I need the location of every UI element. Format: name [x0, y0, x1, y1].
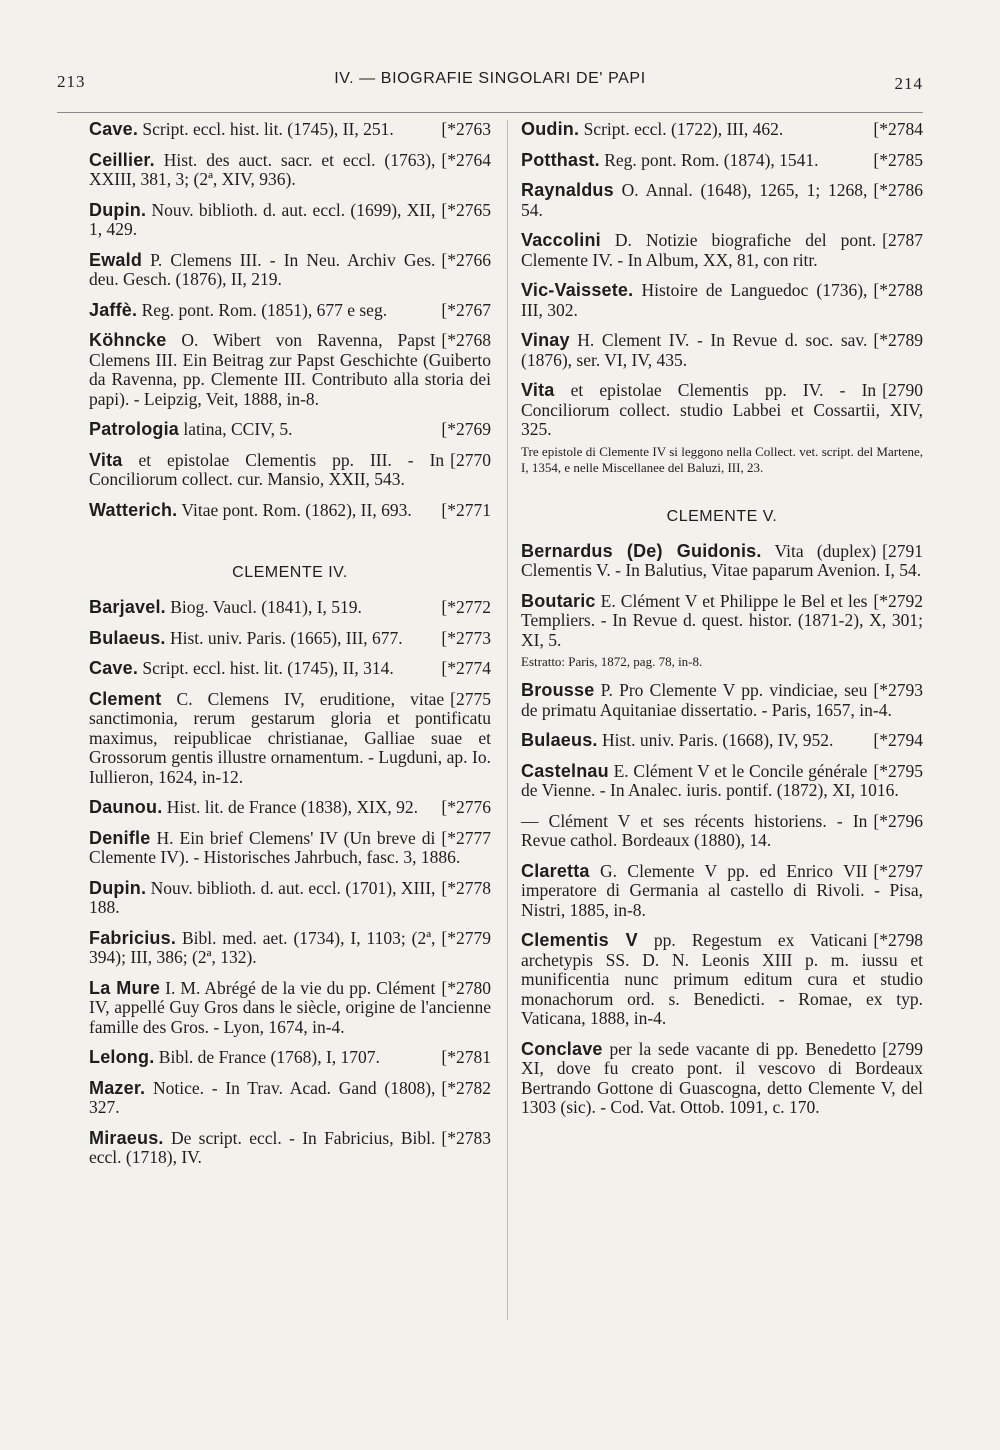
bibliography-entry — [89, 659, 491, 679]
entry-author: Dupin. — [89, 199, 147, 220]
entry-author: Conclave — [521, 1038, 603, 1059]
bibliography-entry — [89, 690, 491, 788]
entry-number: [*2774 — [441, 658, 491, 678]
entry-citation: Script. eccl. (1722), III, 462. — [579, 119, 784, 139]
entry-number: [*2764 — [441, 149, 491, 170]
entry-citation: Hist. lit. de France (1838), XIX, 92. — [162, 797, 419, 817]
bibliography-entry — [521, 931, 923, 1029]
entry-number: [*2765 — [441, 199, 491, 220]
entry-number: [*2768 — [441, 330, 491, 350]
bibliography-entry — [521, 592, 923, 671]
entry-author: Patrologia — [89, 419, 180, 439]
entry-author: Bulaeus. — [521, 730, 598, 750]
entry-author: Miraeus. — [89, 1127, 164, 1148]
entry-number: [*2780 — [441, 977, 491, 998]
entry-citation: E. Clément V et le Concile générale de Vienne. - In Analec. iuris. pontif. (1872), XI, 1016. — [521, 760, 899, 800]
entry-citation: Vita (duplex) Clementis V. - In Balutius, Vitae paparum Avenion. I, 54. — [521, 540, 922, 580]
bibliography-entry — [521, 1040, 923, 1118]
entry-author: Mazer. — [89, 1077, 146, 1098]
entry-citation: et epistolae Clementis pp. IV. - In Conciliorum collect. studio Labbei et Cossartii, XIV, 325. — [521, 380, 923, 439]
left-column — [89, 120, 491, 1179]
bibliography-entry — [89, 929, 491, 968]
entry-citation: latina, CCIV, 5. — [179, 419, 293, 439]
entry-author: Vic-Vaissete. — [521, 280, 634, 300]
right-column — [521, 120, 923, 1129]
entry-author: Ceillier. — [89, 149, 155, 170]
bibliography-entry — [89, 420, 491, 440]
entry-number: [*2798 — [873, 930, 923, 950]
entry-number: [*2767 — [441, 299, 491, 320]
entry-author: Raynaldus — [521, 180, 614, 200]
entry-number: [*2783 — [441, 1127, 491, 1148]
entry-number: [*2772 — [441, 597, 491, 617]
entry-citation: Nouv. biblioth. d. aut. eccl. (1701), XIII, 188. — [89, 877, 436, 917]
bibliography-entry — [89, 829, 491, 868]
entry-citation: per la sede vacante di pp. Benedetto XI, dove fu creato pont. il vescovo di Bordeaux Bertrando Gottone di Guascogna, detto Clemente V, del 1303 (sic). - Cod. Vat. Ottob. 1091, c. 170. — [521, 1038, 923, 1117]
entry-citation: Reg. pont. Rom. (1851), 677 e seg. — [137, 299, 388, 320]
entry-number: [*2776 — [441, 797, 491, 817]
section-title-clemente-v: CLEMENTE V. — [666, 507, 778, 525]
bibliography-entry — [89, 301, 491, 321]
bibliography-entry — [89, 251, 491, 290]
entry-number: [*2781 — [441, 1047, 491, 1067]
entry-list — [89, 598, 491, 1168]
entry-citation: P. Pro Clemente V pp. vindiciae, seu de primatu Aquitaniae dissertatio. - Paris, 1657, in-4. — [521, 680, 892, 720]
bibliography-entry — [89, 1079, 491, 1118]
bibliography-entry — [89, 979, 491, 1038]
page-number-right: 214 — [894, 74, 923, 93]
entry-number: [*2786 — [873, 180, 923, 200]
entry-author: Dupin. — [89, 877, 147, 898]
entry-citation: O. Wibert von Ravenna, Papst Clemens III. Ein Beitrag zur Papst Geschichte (Guiberto da Ravenna, pp. Clemente III. Contributo alla storia dei papi). - Leipzig, Veit, 1888, in-8. — [89, 330, 491, 409]
entry-citation: Histoire de Languedoc (1736), III, 302. — [521, 280, 868, 320]
bibliography-entry — [89, 598, 491, 618]
entry-author: Vita — [89, 449, 123, 470]
entry-number: [*2782 — [441, 1077, 491, 1098]
bibliography-entry — [521, 231, 923, 270]
entry-number: [2770 — [450, 449, 491, 470]
entry-number: [*2789 — [873, 330, 923, 350]
entry-citation: Hist. univ. Paris. (1665), III, 677. — [165, 627, 403, 648]
entry-citation: E. Clément V et Philippe le Bel et les Templiers. - In Revue d. quest. histor. (1871-2), X, 301; XI, 5. — [521, 590, 923, 650]
entry-author: Watterich. — [89, 499, 178, 520]
entry-number: [2791 — [882, 540, 923, 561]
entry-citation: Bibl. med. aet. (1734), I, 1103; (2ª, 394); III, 386; (2ª, 132). — [89, 927, 436, 967]
entry-note: Tre epistole di Clemente IV si leggono nella Collect. vet. script. del Martene, I, 1354, e nelle Miscellanee del Baluzi, III, 23. — [521, 443, 923, 475]
bibliography-entry — [521, 862, 923, 921]
entry-citation: pp. Regestum ex Vaticani archetypis SS. D. N. Leonis XIII p. m. iussu et munificentia nunc primum editum cura et studio monachorum ord. s. Benedicti. - Romae, ex typ. Vaticana, 1888, in-4. — [521, 930, 923, 1028]
bibliography-entry — [89, 1048, 491, 1068]
entry-number: [*2785 — [873, 149, 923, 170]
entry-citation: et epistolae Clementis pp. III. - In Conciliorum collect. cur. Mansio, XXII, 543. — [89, 449, 445, 489]
entry-number: [*2794 — [873, 730, 923, 750]
entry-author: Vinay — [521, 330, 570, 350]
entry-list — [521, 120, 923, 476]
entry-author: Clementis V — [521, 930, 638, 950]
bibliography-entry — [521, 542, 923, 581]
section-title-clemente-iv: CLEMENTE IV. — [232, 564, 348, 581]
entry-number: [2790 — [882, 380, 923, 400]
entry-author: Ewald — [89, 249, 143, 270]
bibliography-entry — [89, 451, 491, 490]
column-divider — [507, 120, 508, 1320]
bibliography-entry — [521, 120, 923, 140]
bibliography-entry — [521, 281, 923, 320]
entry-author: La Mure — [89, 977, 161, 998]
entry-number: [2799 — [882, 1038, 923, 1059]
entry-citation: Nouv. biblioth. d. aut. eccl. (1699), XII, 1, 429. — [89, 199, 436, 239]
bibliography-entry — [89, 331, 491, 409]
bibliography-entry — [89, 501, 491, 521]
header-rule — [57, 112, 923, 113]
entry-number: [2775 — [450, 688, 491, 709]
entry-author: Oudin. — [521, 119, 580, 139]
entry-number: [*2796 — [873, 810, 923, 831]
entry-author: Boutaric — [521, 590, 596, 611]
bibliography-entry — [521, 681, 923, 720]
bibliography-entry — [89, 120, 491, 140]
entry-list — [89, 120, 491, 520]
entry-author: Clement — [89, 688, 162, 709]
entry-author: Jaffè. — [89, 299, 138, 320]
entry-citation: — Clément V et ses récents historiens. - In Revue cathol. Bordeaux (1880), 14. — [521, 810, 868, 850]
entry-author: Potthast. — [521, 149, 600, 170]
bibliography-entry — [89, 201, 491, 240]
bibliography-entry — [89, 1129, 491, 1168]
entry-number: [2787 — [882, 230, 923, 250]
entry-author: Cave. — [89, 119, 139, 139]
entry-author: Brousse — [521, 680, 595, 700]
entry-number: [*2771 — [441, 499, 491, 520]
entry-author: Daunou. — [89, 797, 163, 817]
entry-list — [521, 542, 923, 1118]
entry-number: [*2773 — [441, 627, 491, 648]
entry-author: Vaccolini — [521, 230, 601, 250]
entry-number: [*2769 — [441, 419, 491, 439]
entry-citation: De script. eccl. - In Fabricius, Bibl. eccl. (1718), IV. — [89, 1127, 436, 1167]
entry-number: [*2788 — [873, 280, 923, 300]
bibliography-entry — [521, 762, 923, 801]
entry-citation: I. M. Abrégé de la vie du pp. Clément IV, appellé Guy Gros dans le siècle, origine de l'ancienne famille des Gros. - Lyon, 1674, in-4. — [89, 977, 491, 1037]
entry-citation: Hist. univ. Paris. (1668), IV, 952. — [597, 730, 834, 750]
entry-citation: D. Notizie biografiche del pont. Clemente IV. - In Album, XX, 81, con ritr. — [521, 230, 877, 270]
bibliography-entry — [521, 151, 923, 171]
bibliography-entry — [89, 879, 491, 918]
entry-number: [*2763 — [441, 119, 491, 139]
entry-number: [*2766 — [441, 249, 491, 270]
entry-citation: P. Clemens III. - In Neu. Archiv Ges. deu. Gesch. (1876), II, 219. — [89, 249, 436, 289]
entry-citation: Vitae pont. Rom. (1862), II, 693. — [177, 499, 412, 520]
entry-author: Fabricius. — [89, 927, 177, 948]
page-number-left: 213 — [57, 72, 86, 91]
entry-number: [*2777 — [441, 827, 491, 848]
bibliography-entry — [89, 629, 491, 649]
page-header — [57, 70, 923, 96]
entry-citation: Reg. pont. Rom. (1874), 1541. — [599, 149, 819, 170]
entry-author: Bulaeus. — [89, 627, 166, 648]
entry-author: Castelnau — [521, 760, 609, 781]
entry-number: [*2792 — [873, 590, 923, 611]
bibliography-entry — [521, 381, 923, 476]
entry-citation: Notice. - In Trav. Acad. Gand (1808), 327. — [89, 1077, 436, 1117]
entry-author: Denifle — [89, 827, 151, 848]
entry-number: [*2779 — [441, 927, 491, 948]
bibliography-entry — [521, 331, 923, 370]
bibliography-entry — [521, 731, 923, 751]
entry-number: [*2793 — [873, 680, 923, 700]
bibliography-entry — [521, 181, 923, 220]
entry-author: Cave. — [89, 658, 139, 678]
entry-number: [*2797 — [873, 860, 923, 881]
entry-number: [*2778 — [441, 877, 491, 898]
entry-note: Estratto: Paris, 1872, pag. 78, in-8. — [521, 654, 703, 669]
running-title: IV. — BIOGRAFIE SINGOLARI DE' PAPI — [334, 70, 646, 87]
entry-citation: Script. eccl. hist. lit. (1745), II, 314. — [138, 658, 394, 678]
entry-citation: H. Ein brief Clemens' IV (Un breve di Clemente IV). - Historisches Jahrbuch, fasc. 3, 1886. — [89, 827, 461, 867]
entry-citation: Biog. Vaucl. (1841), I, 519. — [165, 597, 362, 617]
bibliography-entry — [89, 798, 491, 818]
entry-citation: O. Annal. (1648), 1265, 1; 1268, 54. — [521, 180, 868, 220]
entry-author: Vita — [521, 380, 555, 400]
entry-author: Bernardus (De) Guidonis. — [521, 540, 762, 561]
entry-citation: Hist. des auct. sacr. et eccl. (1763), XXIII, 381, 3; (2ª, XIV, 936). — [89, 149, 436, 189]
entry-number: [*2795 — [873, 760, 923, 781]
entry-citation: Script. eccl. hist. lit. (1745), II, 251. — [138, 119, 394, 139]
entry-citation: G. Clemente V pp. ed Enrico VII imperatore di Germania al castello di Rivoli. - Pisa, Nistri, 1885, in-8. — [521, 860, 923, 920]
entry-author: Claretta — [521, 860, 590, 881]
bibliography-entry — [521, 812, 923, 851]
entry-citation: H. Clement IV. - In Revue d. soc. sav. (1876), ser. VI, IV, 435. — [521, 330, 868, 370]
entry-citation: C. Clemens IV, eruditione, vitae sanctimonia, rerum gestarum gloria et pontificatu maximus, reipublicae christianae, Galliae suae et Grossorum gentis illustre ornamentum. - Lugduni, ap. Io. Iullieron, 1624, in-12. — [89, 688, 491, 787]
entry-author: Köhncke — [89, 330, 167, 350]
entry-author: Lelong. — [89, 1047, 155, 1067]
bibliography-entry — [89, 151, 491, 190]
entry-number: [*2784 — [873, 119, 923, 139]
entry-citation: Bibl. de France (1768), I, 1707. — [154, 1047, 380, 1067]
entry-author: Barjavel. — [89, 597, 166, 617]
